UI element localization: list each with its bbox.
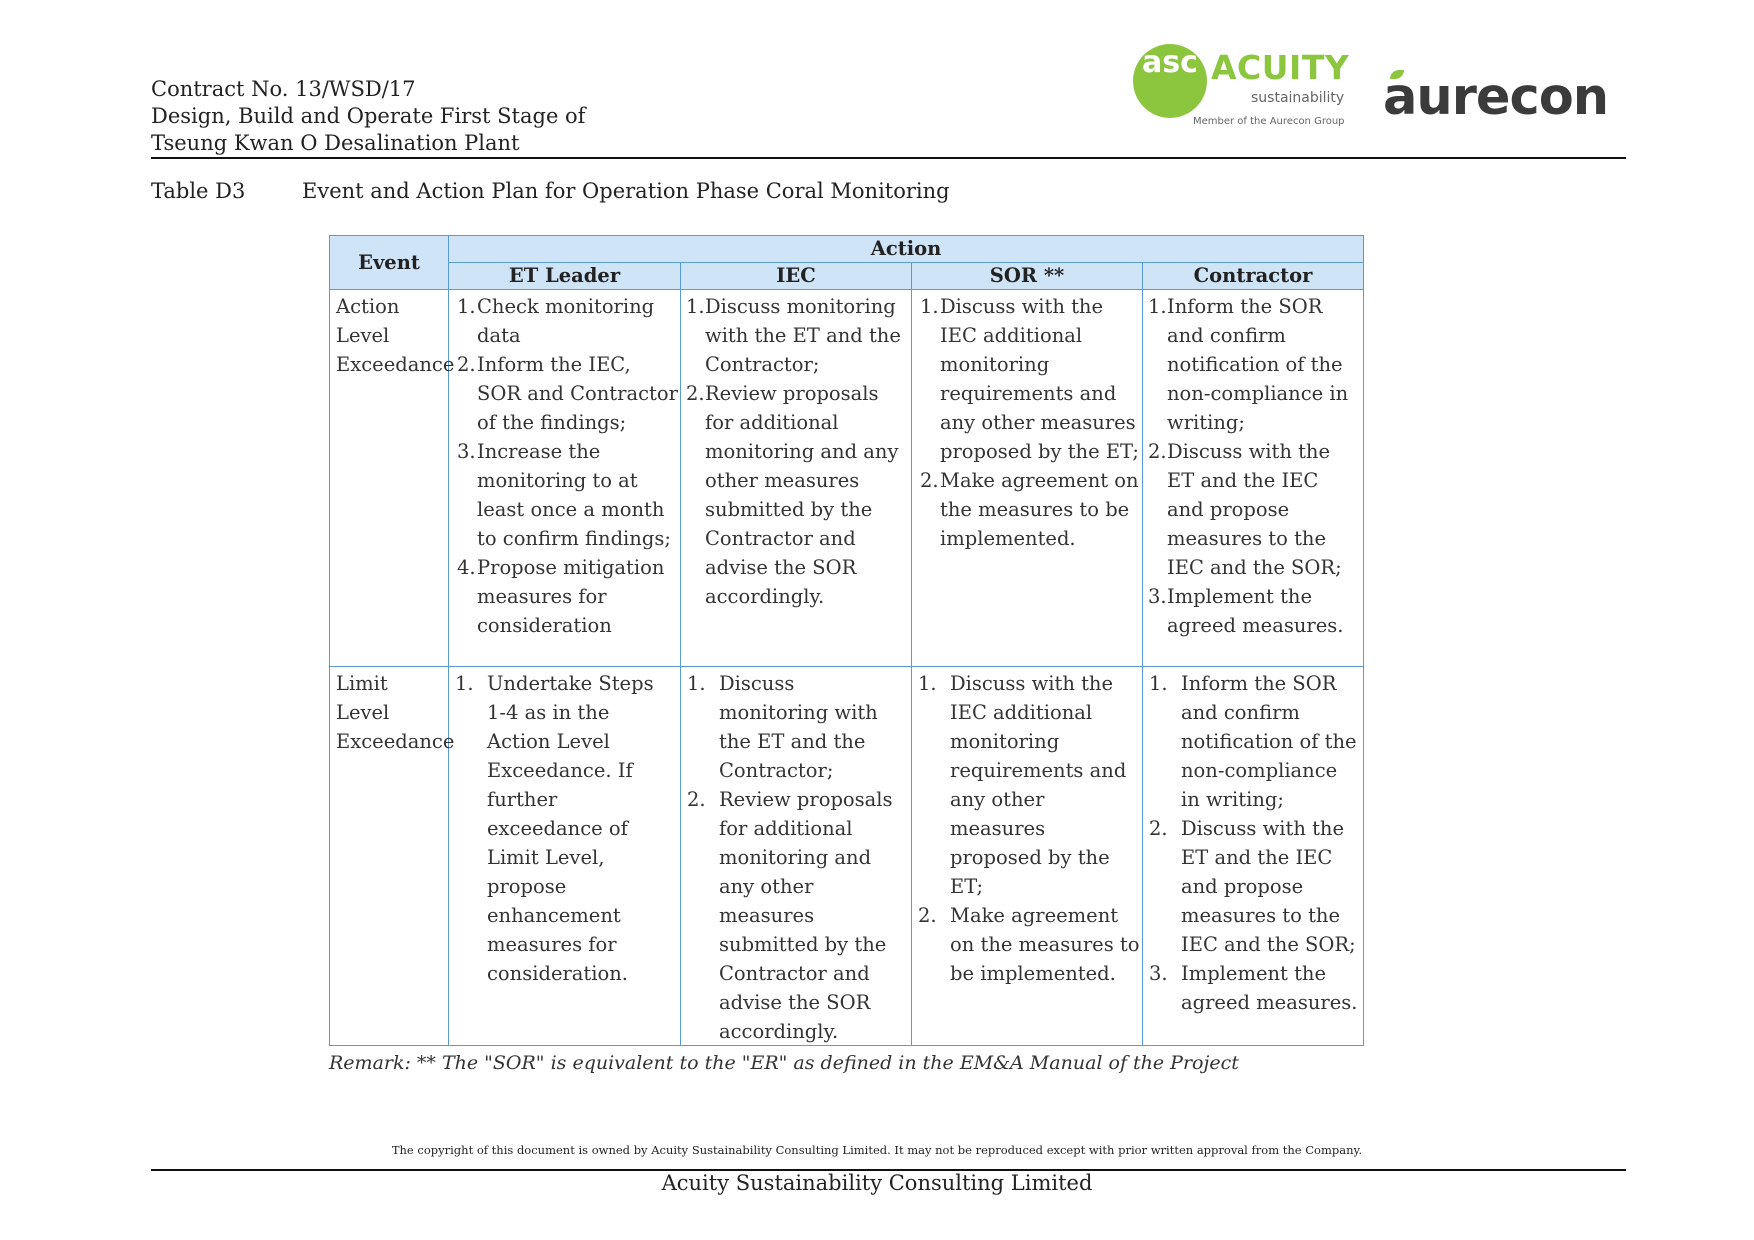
list-item: Propose mitigation measures for consideration [477,556,665,637]
list-item: Discuss monitoring with the ET and the Contractor; [719,672,878,782]
contract-line-3: Tseung Kwan O Desalination Plant [151,131,520,155]
contract-header [151,76,585,157]
list-item: Make agreement on the measures to be implemented. [950,904,1140,985]
acuity-logo [1133,42,1350,132]
event-cell: Limit Level Exceedance [330,667,449,1046]
list-item: Implement the agreed measures. [1167,585,1344,637]
header-rule [151,157,1626,159]
list-item: Review proposals for additional monitoring and any other measures submitted by the Contractor and advise the SOR accordingly. [719,788,893,1043]
list-item: Implement the agreed measures. [1181,962,1358,1014]
table-row-action-level [330,290,1364,667]
acuity-logo-member: Member of the Aurecon Group [1193,116,1345,127]
contractor-cell [1143,290,1364,667]
table-remark: Remark: ** The "SOR" is equivalent to the "ER" as defined in the EM&A Manual of the Project [329,1052,1239,1074]
iec-cell [681,290,912,667]
column-header-contractor: Contractor [1143,263,1364,290]
copyright-notice: The copyright of this document is owned by Acuity Sustainability Consulting Limited. It may not be reproduced except with prior written approval from the Company. [391,1143,1363,1157]
contract-line-1: Contract No. 13/WSD/17 [151,77,416,101]
table-number: Table D3 [151,179,246,203]
event-header: Event [330,236,449,290]
iec-cell [681,667,912,1046]
column-header-et-leader: ET Leader [449,263,681,290]
action-header: Action [449,236,1364,263]
list-item: Inform the SOR and confirm notification of the non-compliance in writing; [1167,295,1349,434]
et-leader-cell [449,667,681,1046]
sor-cell [912,667,1143,1046]
list-item: Increase the monitoring to at least once a month to confirm findings; [477,440,671,550]
contractor-cell [1143,667,1364,1046]
list-item: Check monitoring data [477,295,655,347]
list-item: Discuss with the ET and the IEC and propose measures to the IEC and the SOR; [1167,440,1342,579]
list-item: Discuss with the IEC additional monitoring requirements and any other measures proposed by the ET; [940,295,1139,463]
table-row-limit-level [330,667,1364,1046]
footer-company: Acuity Sustainability Consulting Limited [661,1171,1093,1195]
acuity-logo-sub: sustainability [1251,90,1345,106]
column-header-sor: SOR ** [912,263,1143,290]
list-item: Inform the IEC, SOR and Contractor of the findings; [477,353,678,434]
et-leader-cell [449,290,681,667]
sor-cell [912,290,1143,667]
list-item: Discuss with the ET and the IEC and propose measures to the IEC and the SOR; [1181,817,1356,956]
column-header-iec: IEC [681,263,912,290]
acuity-logo-name: ACUITY [1211,48,1350,87]
list-item: Make agreement on the measures to be implemented. [940,469,1139,550]
list-item: Review proposals for additional monitoring and any other measures submitted by the Contractor and advise the SOR accordingly. [705,382,899,608]
acuity-logo-letters: asc [1142,45,1198,80]
aurecon-logo: aurecon [1383,68,1609,127]
contract-line-2: Design, Build and Operate First Stage of [151,104,586,128]
list-item: Discuss monitoring with the ET and the Contractor; [705,295,901,376]
list-item: Discuss with the IEC additional monitoring requirements and any other measures proposed by the ET; [950,672,1127,898]
list-item: Undertake Steps 1-4 as in the Action Level Exceedance. If further exceedance of Limit Level, propose enhancement measures for consideration. [487,672,654,985]
table-title: Event and Action Plan for Operation Phase Coral Monitoring [302,179,950,203]
list-item: Inform the SOR and confirm notification of the non-compliance in writing; [1181,672,1357,811]
event-cell: Action Level Exceedance [330,290,449,667]
event-action-table [329,235,1364,1046]
